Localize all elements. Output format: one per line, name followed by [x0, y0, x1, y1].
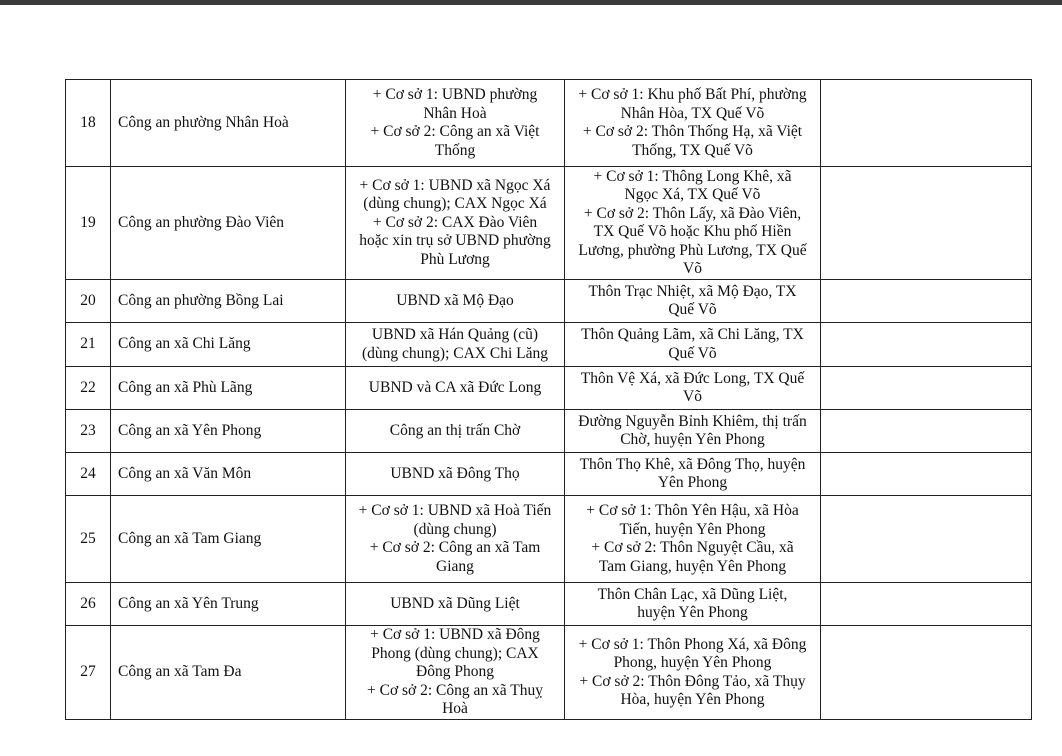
- address-cell: [565, 410, 821, 453]
- unit-name-cell: Công an xã Tam Giang: [111, 496, 346, 583]
- note-cell: [821, 410, 1032, 453]
- address-line: Thống, TX Quế Võ: [632, 141, 753, 159]
- location-line: Nhân Hoà: [423, 104, 487, 122]
- address-line: Chờ, huyện Yên Phong: [620, 431, 765, 448]
- table-row: [66, 496, 1032, 583]
- location-line: Đông Phong: [416, 663, 494, 681]
- location-cell: [346, 167, 565, 280]
- row-number-cell: 19: [66, 167, 111, 280]
- table-row: [66, 167, 1032, 280]
- address-cell: [565, 453, 821, 496]
- location-line: Hoà: [442, 700, 468, 718]
- location-line: Công an thị trấn Chờ: [389, 421, 521, 439]
- address-line: Hòa, huyện Yên Phong: [620, 691, 765, 708]
- location-line: UBND xã Dũng Liệt: [390, 594, 520, 612]
- unit-name-cell: Công an xã Tam Đa: [111, 626, 346, 720]
- row-number-cell: 21: [66, 323, 111, 367]
- location-cell: [346, 80, 565, 167]
- location-cell: [346, 367, 565, 410]
- location-line: + Cơ sở 1: UBND xã Hoà Tiến: [358, 502, 552, 519]
- location-line: + Cơ sở 1: UBND xã Đông: [370, 626, 540, 644]
- row-number-cell: 25: [66, 496, 111, 583]
- address-cell: [565, 583, 821, 626]
- address-line: Ngọc Xá, TX Quế Võ: [624, 186, 761, 203]
- address-line: Yên Phong: [657, 474, 728, 491]
- address-line: Thôn Thọ Khê, xã Đông Thọ, huyện: [579, 455, 806, 473]
- address-line: Lương, phường Phù Lương, TX Quế: [578, 241, 807, 259]
- row-number-cell: 22: [66, 367, 111, 410]
- address-line: + Cơ sở 2: Thôn Lấy, xã Đào Viên,: [583, 204, 802, 222]
- location-cell: [346, 453, 565, 496]
- location-line: Phong (dùng chung); CAX: [371, 644, 539, 662]
- top-border-bar: [0, 0, 1062, 5]
- unit-name-cell: Công an xã Chi Lăng: [111, 323, 346, 367]
- unit-name-cell: Công an xã Yên Phong: [111, 410, 346, 453]
- note-cell: [821, 167, 1032, 280]
- unit-name-cell: Công an phường Đào Viên: [111, 167, 346, 280]
- table-row: [66, 80, 1032, 167]
- location-line: + Cơ sở 2: Công an xã Việt: [370, 123, 540, 140]
- address-cell: [565, 323, 821, 367]
- note-cell: [821, 496, 1032, 583]
- address-cell: [565, 367, 821, 410]
- location-line: + Cơ sở 2: CAX Đào Viên: [372, 213, 538, 231]
- location-line: UBND xã Hán Quảng (cũ): [371, 326, 539, 343]
- note-cell: [821, 453, 1032, 496]
- table-body: [66, 80, 1032, 720]
- address-line: Thôn Vệ Xá, xã Đức Long, TX Quế: [580, 369, 805, 387]
- address-line: + Cơ sở 1: Khu phố Bất Phí, phường: [578, 86, 807, 103]
- unit-name-cell: Công an xã Yên Trung: [111, 583, 346, 626]
- location-line: Phù Lương: [420, 250, 490, 268]
- unit-name-cell: Công an xã Văn Môn: [111, 453, 346, 496]
- location-cell: [346, 583, 565, 626]
- table-row: [66, 453, 1032, 496]
- address-line: + Cơ sở 1: Thông Long Khê, xã: [593, 167, 792, 185]
- location-line: Giang: [436, 557, 474, 575]
- row-number-cell: 26: [66, 583, 111, 626]
- address-line: Võ: [683, 260, 702, 277]
- row-number-cell: 24: [66, 453, 111, 496]
- location-line: Thống: [434, 141, 476, 159]
- table-row: [66, 367, 1032, 410]
- location-cell: [346, 626, 565, 720]
- note-cell: [821, 80, 1032, 167]
- address-line: Tam Giang, huyện Yên Phong: [598, 557, 787, 575]
- row-number-cell: 23: [66, 410, 111, 453]
- unit-name-cell: Công an xã Phù Lãng: [111, 367, 346, 410]
- location-line: + Cơ sở 1: UBND xã Ngọc Xá: [359, 176, 551, 194]
- address-line: + Cơ sở 2: Thôn Nguyệt Cầu, xã: [591, 539, 794, 556]
- location-line: UBND và CA xã Đức Long: [368, 378, 542, 396]
- note-cell: [821, 583, 1032, 626]
- row-number-cell: 18: [66, 80, 111, 167]
- note-cell: [821, 323, 1032, 367]
- address-line: Võ: [683, 388, 702, 405]
- address-line: TX Quế Võ hoặc Khu phố Hiền: [593, 223, 792, 240]
- police-station-table: [65, 79, 1032, 720]
- address-line: Thôn Quảng Lãm, xã Chi Lăng, TX: [581, 326, 804, 343]
- address-line: Thôn Chân Lạc, xã Dũng Liệt,: [597, 585, 788, 603]
- location-cell: [346, 410, 565, 453]
- address-cell: [565, 167, 821, 280]
- address-line: + Cơ sở 1: Thôn Phong Xá, xã Đông: [578, 635, 807, 653]
- row-number-cell: 20: [66, 280, 111, 323]
- table-row: [66, 583, 1032, 626]
- location-line: (dùng chung); CAX Chi Lăng: [362, 344, 548, 362]
- location-line: + Cơ sở 2: Công an xã Thuỵ: [367, 681, 543, 699]
- address-line: Thôn Trạc Nhiệt, xã Mộ Đạo, TX: [588, 282, 797, 300]
- table-row: [66, 626, 1032, 720]
- location-line: UBND xã Mộ Đạo: [396, 291, 514, 309]
- address-line: Quế Võ: [668, 344, 717, 362]
- location-line: hoặc xin trụ sở UBND phường: [359, 232, 551, 250]
- location-cell: [346, 496, 565, 583]
- location-cell: [346, 323, 565, 367]
- address-line: huyện Yên Phong: [637, 604, 748, 621]
- row-number-cell: 27: [66, 626, 111, 720]
- table-row: [66, 410, 1032, 453]
- address-line: Tiến, huyện Yên Phong: [619, 520, 766, 538]
- address-line: Đường Nguyễn Bỉnh Khiêm, thị trấn: [578, 412, 807, 430]
- address-line: Phong, huyện Yên Phong: [613, 654, 772, 671]
- address-cell: [565, 496, 821, 583]
- address-line: + Cơ sở 2: Thôn Đông Tảo, xã Thụy: [579, 672, 806, 690]
- address-line: + Cơ sở 1: Thôn Yên Hậu, xã Hòa: [586, 502, 799, 519]
- location-cell: [346, 280, 565, 323]
- table-row: [66, 280, 1032, 323]
- address-cell: [565, 280, 821, 323]
- location-line: UBND xã Đông Thọ: [390, 464, 520, 482]
- address-cell: [565, 80, 821, 167]
- unit-name-cell: Công an phường Bồng Lai: [111, 280, 346, 323]
- address-line: Quế Võ: [668, 301, 717, 318]
- table-row: [66, 323, 1032, 367]
- location-line: (dùng chung): [413, 520, 497, 538]
- unit-name-cell: Công an phường Nhân Hoà: [111, 80, 346, 167]
- note-cell: [821, 367, 1032, 410]
- note-cell: [821, 280, 1032, 323]
- location-line: (dùng chung); CAX Ngọc Xá: [363, 195, 547, 213]
- note-cell: [821, 626, 1032, 720]
- address-line: Nhân Hòa, TX Quế Võ: [620, 104, 765, 122]
- address-cell: [565, 626, 821, 720]
- location-line: + Cơ sở 2: Công an xã Tam: [369, 539, 541, 556]
- location-line: + Cơ sở 1: UBND phường: [372, 86, 538, 103]
- address-line: + Cơ sở 2: Thôn Thống Hạ, xã Việt: [582, 123, 803, 140]
